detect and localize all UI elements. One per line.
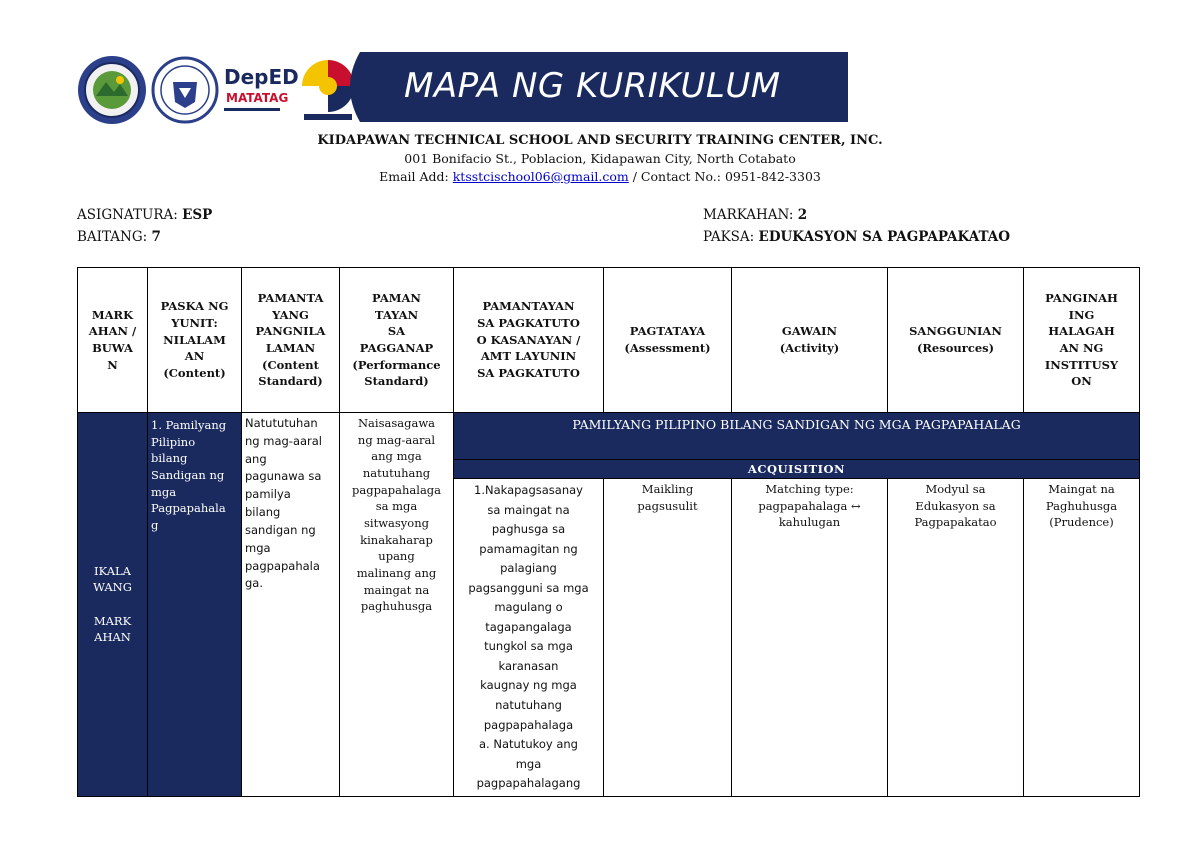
cell-line: ng mag-aaral — [245, 433, 323, 448]
paksa — [703, 229, 1010, 245]
cell-line: pagsangguni sa mga — [468, 580, 589, 595]
cell-line: sitwasyong — [364, 516, 429, 531]
cell-line: tagapangalaga — [485, 619, 572, 634]
cell-line: NILALAM — [163, 332, 226, 347]
cell-line: karanasan — [498, 658, 559, 673]
svg-text:MATATAG: MATATAG — [226, 91, 289, 105]
cell-line: kahulugan — [778, 515, 841, 530]
cell-line: g — [151, 518, 159, 533]
cell-line: (Resources) — [916, 341, 995, 355]
asignatura-value: ESP — [182, 207, 213, 223]
cell-line: Sandigan ng — [151, 468, 225, 483]
core-value-cell — [1024, 479, 1140, 797]
cell-line: Standard) — [258, 374, 323, 389]
svg-text:DepED: DepED — [224, 65, 299, 89]
cell-line: LAMAN — [265, 341, 316, 355]
cell-line: 1. Pamilyang — [151, 418, 227, 432]
cell-line: paghuhusga — [360, 599, 433, 614]
cell-line: AN NG — [1059, 341, 1104, 355]
deped-matatag-logo — [220, 60, 299, 120]
cell-line: PASKA NG — [160, 299, 229, 314]
cell-line: Natututuhan — [245, 416, 318, 430]
cell-line: mga — [515, 756, 542, 771]
activity-cell — [732, 479, 888, 797]
cell-line: PAGTATAYA — [629, 324, 706, 339]
cell-line: PAMANTA — [257, 290, 324, 305]
cell-line: YANG — [272, 307, 309, 322]
markahan — [703, 207, 807, 223]
cell-line: natutuhang — [362, 466, 431, 481]
cell-line: AMT LAYUNIN — [480, 349, 577, 364]
header-performance-standard — [340, 268, 454, 413]
cell-line: Maingat na — [1048, 482, 1115, 496]
cell-line: Naisasagawa — [357, 416, 436, 430]
cell-line: AHAN / — [88, 324, 137, 339]
cell-line: ING — [1068, 307, 1095, 322]
cell-line: ang mga — [371, 449, 422, 464]
cell-line: MARK — [91, 307, 134, 322]
cell-line: ga. — [245, 576, 264, 591]
cell-line: INSTITUSY — [1044, 357, 1119, 372]
cell-line: pagpapahala — [245, 558, 320, 573]
email-link[interactable]: ktsstcischool06@gmail.com — [452, 169, 629, 184]
cell-line: a. Natutukoy ang — [479, 737, 578, 752]
cell-line: PAGGANAP — [359, 341, 434, 355]
kidapawan-school-seal — [76, 54, 148, 126]
cell-line: ng mag-aaral — [357, 432, 436, 447]
cell-line: BUWA — [92, 341, 133, 355]
markahan-label: MARKAHAN: — [703, 207, 798, 223]
cell-line: TAYAN — [374, 307, 419, 322]
paksa-value: EDUKASYON SA PAGPAPAKATAO — [758, 229, 1010, 245]
cell-line: SA — [387, 324, 406, 339]
performance-standard-cell — [340, 413, 454, 797]
cell-line: (Performance — [352, 357, 441, 372]
cell-line: pagsusulit — [637, 498, 698, 513]
header-markahan — [78, 268, 148, 413]
cell-line: WANG — [93, 580, 132, 595]
header-core-value — [1024, 268, 1140, 413]
cell-line: (Activity) — [779, 341, 840, 355]
baitang-value: 7 — [151, 229, 161, 245]
cell-line: sandigan ng — [245, 522, 316, 537]
cell-line: YUNIT: — [171, 315, 218, 330]
cell-line: pagpapahalaga ↔ — [758, 498, 861, 513]
school-contact — [0, 169, 1200, 184]
cell-line: malinang ang — [356, 566, 437, 581]
cell-line: SA PAGKATUTO — [477, 366, 580, 380]
cell-line: PAMANTAYAN — [482, 299, 575, 314]
cell-line: MARK — [93, 613, 132, 628]
header-row — [78, 268, 1140, 413]
resources-cell — [888, 479, 1024, 797]
cell-line: pagpapahalagang — [476, 776, 581, 791]
header-resources — [888, 268, 1024, 413]
school-address: 001 Bonifacio St., Poblacion, Kidapawan City, North Cotabato — [404, 151, 796, 166]
cell-line: magulang o — [494, 600, 563, 615]
cell-line: IKALA — [94, 563, 131, 578]
cell-line: maingat na — [363, 582, 430, 597]
cell-line: sa mga — [375, 499, 418, 514]
markahan-cell — [78, 413, 148, 797]
header-assessment — [604, 268, 732, 413]
cell-line: bilang — [245, 505, 281, 520]
cell-line: Maikling — [641, 482, 694, 496]
curriculum-map-table — [77, 267, 1140, 797]
cell-line: Pilipino — [151, 434, 196, 449]
cell-line: palagiang — [500, 561, 557, 576]
banner-title: MAPA NG KURIKULUM — [404, 66, 781, 106]
cell-line: Edukasyon sa — [915, 498, 996, 513]
cell-line: PANGNILA — [255, 324, 326, 339]
cell-line: GAWAIN — [781, 324, 838, 339]
cell-line: PAMAN — [372, 290, 421, 305]
learning-competency-cell — [454, 479, 604, 797]
yunit-cell — [148, 413, 242, 797]
deped-seal — [152, 54, 218, 126]
cell-line: N — [107, 357, 118, 372]
baitang — [77, 229, 161, 245]
cell-line: kinakaharap — [360, 532, 433, 547]
header-learning-competency — [454, 268, 604, 413]
cell-line: AHAN — [94, 630, 131, 645]
cell-line: PANGINAH — [1045, 290, 1118, 305]
header-yunit — [148, 268, 242, 413]
cell-line: mga — [151, 484, 177, 499]
cell-line: mga — [245, 540, 271, 555]
baitang-label: BAITANG: — [77, 229, 152, 245]
markahan-value: 2 — [797, 207, 808, 223]
cell-line: AN — [184, 349, 205, 364]
cell-line: bilang — [151, 451, 188, 466]
cell-line: (Content — [262, 357, 319, 372]
cell-line: HALAGAH — [1048, 324, 1115, 339]
cell-line: Matching type: — [765, 482, 854, 496]
cell-line: SANGGUNIAN — [909, 324, 1002, 339]
school-name: KIDAPAWAN TECHNICAL SCHOOL AND SECURITY TRAINING CENTER, INC. — [317, 133, 883, 148]
cell-line: ON — [1071, 374, 1092, 389]
cell-line: ang — [245, 451, 267, 466]
content-standard-cell — [242, 413, 340, 797]
cell-line: (Content) — [163, 366, 226, 380]
asignatura-label: ASIGNATURA: — [77, 207, 183, 223]
header-activity — [732, 268, 888, 413]
cell-line: kaugnay ng mga — [480, 678, 577, 693]
cell-line: pagpapahalaga — [351, 482, 442, 497]
cell-line: tungkol sa mga — [484, 639, 573, 654]
cell-line: paghusga sa — [491, 522, 566, 537]
cell-line: Pagpapakatao — [914, 515, 997, 530]
email-label: Email Add: — [379, 169, 453, 184]
assessment-cell — [604, 479, 732, 797]
cell-line: Standard) — [364, 374, 429, 389]
cell-line: SA PAGKATUTO — [477, 315, 580, 330]
cell-line: Pagpapahala — [151, 501, 226, 516]
contact-number: / Contact No.: 0951-842-3303 — [628, 169, 821, 184]
cell-line: Modyul sa — [925, 482, 986, 496]
cell-line: sa maingat na — [487, 502, 570, 517]
cell-line: Paghuhusga — [1045, 498, 1118, 513]
cell-line: pamamagitan ng — [479, 541, 578, 556]
cell-line: natutuhang — [495, 698, 562, 713]
cell-line: pagunawa sa — [245, 469, 322, 484]
acquisition-label: ACQUISITION — [454, 460, 1140, 479]
theme-row — [78, 413, 1140, 460]
cell-line: upang — [378, 549, 415, 564]
cell-line: O KASANAYAN / — [476, 332, 581, 347]
cell-line: pagpapahalaga — [483, 717, 574, 732]
cell-line: 1.Nakapagsasanay — [474, 483, 583, 497]
paksa-label: PAKSA: — [703, 229, 759, 245]
cell-line: pamilya — [245, 487, 291, 502]
cell-line: (Assessment) — [624, 341, 711, 355]
theme-banner: PAMILYANG PILIPINO BILANG SANDIGAN NG MGA PAGPAPAHALAG — [454, 413, 1140, 460]
header-content-standard — [242, 268, 340, 413]
asignatura — [77, 207, 212, 223]
cell-line: (Prudence) — [1049, 515, 1114, 530]
